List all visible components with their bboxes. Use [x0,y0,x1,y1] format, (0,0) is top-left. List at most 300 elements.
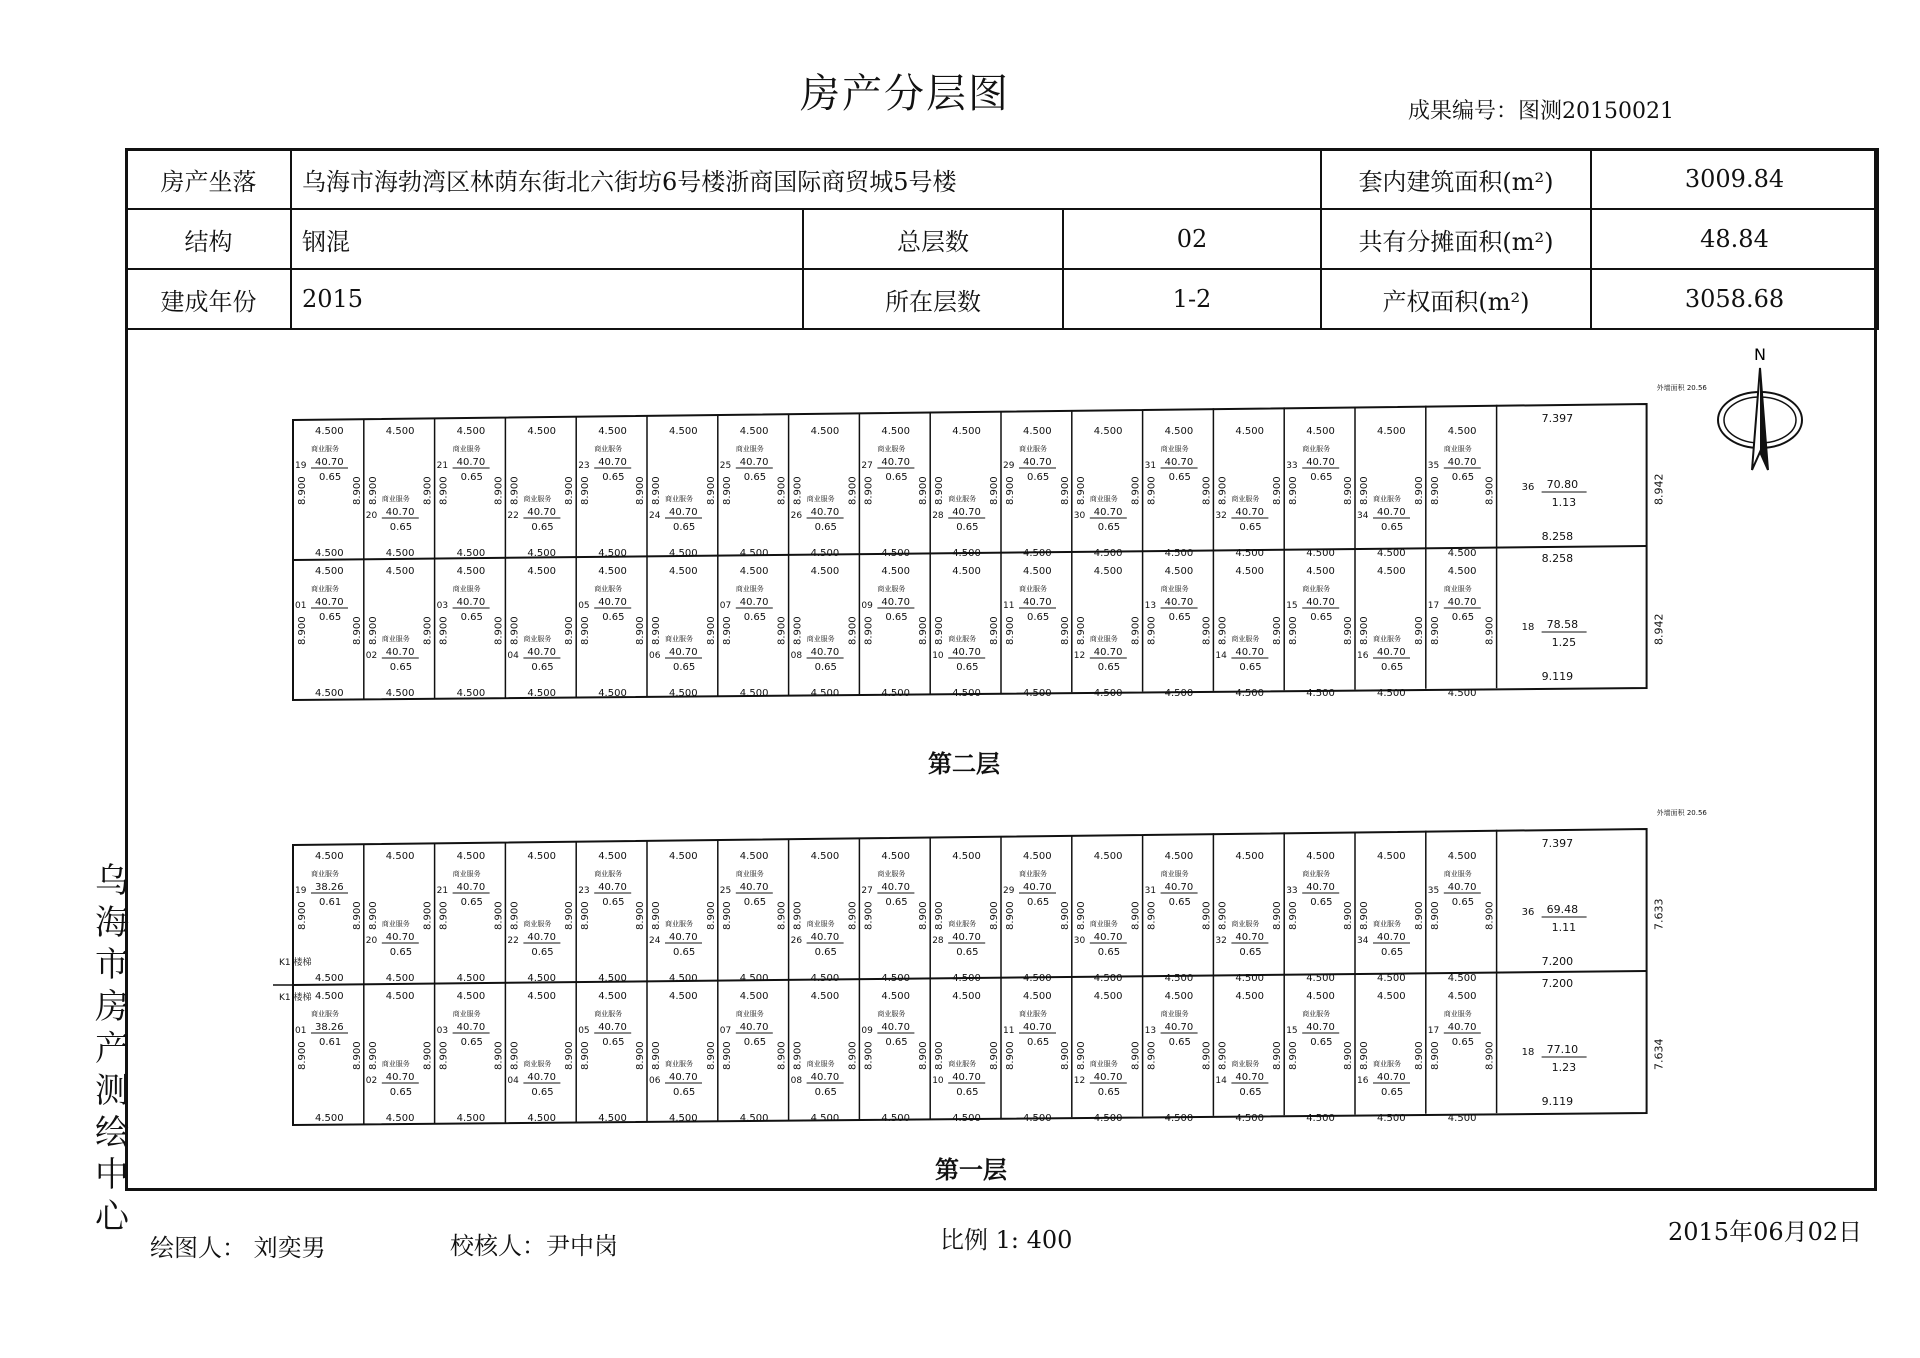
unit-width-label: 4.500 [810,851,840,862]
unit-height-label: 8.900 [1059,616,1071,645]
unit-area: 69.48 [1546,903,1579,916]
unit-width-label: 4.500 [1447,688,1477,699]
unit-height-label: 8.900 [651,616,662,645]
unit-number: 09 [861,601,873,611]
unit-number: 01 [295,1026,307,1036]
unit-width-label: 4.500 [1306,688,1335,699]
end-side-dim: 7.633 [1652,898,1666,930]
unit-width-label: 4.500 [952,566,981,577]
unit-width-label: 4.500 [1023,426,1052,437]
unit-use-label: 商业服务 [452,585,481,593]
unit-width-label: 4.500 [1377,688,1406,699]
unit-width-label: 4.500 [385,426,415,437]
unit-height-label: 8.900 [1217,476,1229,505]
unit-height-label: 8.900 [863,476,875,505]
unit-width-label: 4.500 [456,566,486,577]
unit-width-label: 4.500 [1447,1113,1477,1124]
unit-number: 16 [1357,651,1369,661]
unit-height-label: 8.900 [1146,616,1158,645]
year-value: 2015 [291,269,803,329]
unit-height-label: 8.900 [367,1041,379,1070]
unit-number: 19 [295,461,307,471]
unit-number: 35 [1427,886,1440,896]
unit-height-label: 8.900 [509,616,521,645]
unit-height-label: 8.900 [1288,476,1300,505]
total-floors-label: 总层数 [803,209,1063,269]
unit-height-label: 8.900 [635,1041,646,1070]
unit-use-label: 商业服务 [311,585,339,593]
unit-height-label: 8.900 [493,901,505,930]
end-top-dim: 7.200 [1541,977,1574,990]
unit-width-label: 4.500 [456,991,486,1002]
unit-number: 11 [1003,1026,1015,1036]
unit-use-label: 商业服务 [1160,585,1189,593]
unit-share: 0.65 [460,1037,483,1048]
unit-share: 1.25 [1551,636,1577,649]
unit-area: 78.58 [1546,618,1579,631]
unit-width-label: 4.500 [1164,973,1194,984]
unit-area: 40.70 [952,932,981,943]
unit-height-label: 8.900 [776,1041,788,1070]
unit-area: 40.70 [1093,1072,1123,1083]
unit-use-label: 商业服务 [948,920,977,928]
unit-width-label: 4.500 [881,566,911,577]
unit-width-label: 4.500 [1164,566,1194,577]
unit-area: 40.70 [739,882,769,893]
page-title: 房产分层图 [800,71,1010,117]
unit-width-label: 4.500 [527,688,557,699]
unit-number: 03 [436,1026,449,1036]
unit-number: 27 [861,461,873,471]
unit-width-label: 4.500 [1235,688,1265,699]
unit-height-label: 8.900 [1484,901,1496,930]
unit-number: 12 [1073,1076,1086,1086]
unit-height-label: 8.900 [580,476,592,505]
unit-area: 40.70 [1093,507,1123,518]
drawer: 绘图人： 刘奕男 [150,1234,326,1262]
unit-number: 32 [1215,936,1227,946]
unit-width-label: 4.500 [1306,566,1335,577]
unit-width-label: 4.500 [1447,973,1477,984]
unit-share: 0.65 [814,522,837,533]
unit-height-label: 8.900 [367,616,379,645]
unit-width-label: 4.500 [1235,426,1265,437]
unit-width-label: 4.500 [1023,1113,1052,1124]
unit-height-label: 8.900 [1201,1041,1213,1070]
unit-area: 40.70 [527,647,557,658]
unit-width-label: 4.500 [315,566,344,577]
unit-width-label: 4.500 [881,688,911,699]
unit-width-label: 4.500 [1093,991,1123,1002]
unit-number: 24 [649,511,661,521]
unit-area: 40.70 [1164,457,1194,468]
unit-width-label: 4.500 [315,548,344,559]
unit-width-label: 4.500 [810,566,840,577]
unit-height-label: 8.900 [493,616,505,645]
unit-share: 0.65 [956,1087,979,1098]
unit-width-label: 4.500 [669,426,698,437]
unit-height-label: 8.900 [1429,901,1441,930]
unit-share: 0.65 [673,947,696,958]
unit-width-label: 4.500 [810,973,840,984]
unit-height-label: 8.900 [989,901,1000,930]
unit-height-label: 8.900 [989,476,1000,505]
unit-height-label: 8.900 [1429,476,1441,505]
unit-width-label: 4.500 [1093,851,1123,862]
unit-height-label: 8.900 [721,476,733,505]
unit-height-label: 8.900 [989,1041,1000,1070]
unit-number: 07 [719,601,732,611]
unit-area: 38.26 [315,1022,344,1033]
unit-share: 0.65 [885,897,908,908]
unit-height-label: 8.900 [1413,616,1425,645]
end-side-dim: 7.634 [1652,1038,1666,1070]
unit-use-label: 商业服务 [665,495,693,503]
floor-label: 所在层数 [803,269,1063,329]
unit-number: 13 [1144,1026,1157,1036]
unit-share: 0.65 [1027,612,1050,623]
unit-number: 19 [295,886,307,896]
unit-share: 0.65 [531,662,554,673]
unit-share: 0.65 [602,897,625,908]
unit-use-label: 商业服务 [523,920,552,928]
unit-number: 22 [507,936,519,946]
scale: 比例 1: 400 [940,1226,1073,1254]
unit-height-label: 8.900 [1075,901,1087,930]
unit-share: 0.65 [814,1087,837,1098]
unit-width-label: 4.500 [598,566,627,577]
unit-width-label: 4.500 [669,566,698,577]
unit-area: 40.70 [1235,507,1265,518]
unit-number: 07 [719,1026,732,1036]
unit-use-label: 商业服务 [806,495,835,503]
unit-height-label: 8.900 [564,901,576,930]
unit-share: 0.65 [1097,1087,1121,1098]
unit-width-label: 4.500 [669,991,698,1002]
unit-width-label: 4.500 [1447,566,1477,577]
unit-use-label: 商业服务 [452,870,481,878]
unit-width-label: 4.500 [1306,548,1335,559]
unit-area: 40.70 [385,1072,415,1083]
unit-width-label: 4.500 [315,991,344,1002]
unit-area: 40.70 [1306,597,1335,608]
unit-number: 22 [507,511,519,521]
unit-use-label: 商业服务 [1160,445,1189,453]
unit-share: 0.65 [1451,472,1475,483]
unit-share: 0.65 [743,897,767,908]
unit-number: 08 [790,651,803,661]
unit-width-label: 4.500 [1235,991,1265,1002]
unit-area: 40.70 [810,507,840,518]
end-side-dim: 8.942 [1652,473,1666,505]
unit-height-label: 8.900 [1005,616,1016,645]
unit-height-label: 8.900 [438,901,450,930]
unit-use-label: 商业服务 [1373,495,1401,503]
unit-width-label: 4.500 [1447,851,1477,862]
unit-width-label: 4.500 [739,973,769,984]
unit-use-label: 商业服务 [1373,1060,1401,1068]
floor-value: 1-2 [1063,269,1321,329]
shared-area-value: 48.84 [1591,209,1878,269]
property-area-label: 产权面积(m²) [1321,269,1591,329]
inner-area-value: 3009.84 [1591,149,1878,209]
unit-height-label: 8.900 [297,1041,308,1070]
unit-height-label: 8.900 [1359,476,1370,505]
unit-number: 30 [1073,511,1086,521]
unit-area: 40.70 [810,932,840,943]
unit-number: 08 [790,1076,803,1086]
unit-width-label: 4.500 [1306,426,1335,437]
year-label: 建成年份 [126,269,291,329]
unit-area: 40.70 [1306,882,1335,893]
unit-number: 36 [1521,907,1535,918]
unit-width-label: 4.500 [952,688,981,699]
unit-share: 0.65 [319,612,342,623]
unit-height-label: 8.900 [351,901,363,930]
unit-height-label: 8.900 [1359,1041,1370,1070]
unit-share: 0.65 [1027,472,1050,483]
unit-height-label: 8.900 [1130,476,1142,505]
unit-height-label: 8.900 [1059,901,1071,930]
unit-height-label: 8.900 [1005,901,1016,930]
unit-use-label: 商业服务 [1443,445,1472,453]
unit-share: 0.65 [1239,947,1262,958]
unit-share: 0.65 [1381,662,1404,673]
unit-height-label: 8.900 [1343,901,1354,930]
unit-area: 40.70 [385,932,415,943]
unit-area: 40.70 [456,882,486,893]
unit-share: 0.65 [389,662,413,673]
unit-number: 30 [1073,936,1086,946]
unit-height-label: 8.900 [509,901,521,930]
property-area-value: 3058.68 [1591,269,1878,329]
unit-use-label: 商业服务 [665,635,693,643]
unit-width-label: 4.500 [456,688,486,699]
unit-share: 0.65 [460,897,483,908]
unit-height-label: 8.900 [792,476,804,505]
unit-area: 40.70 [810,1072,840,1083]
unit-area: 40.70 [810,647,840,658]
unit-number: 02 [365,651,378,661]
unit-area: 40.70 [1447,1022,1477,1033]
unit-area: 40.70 [1377,647,1406,658]
unit-use-label: 商业服务 [381,495,410,503]
unit-number: 29 [1003,886,1015,896]
unit-share: 0.65 [1097,662,1121,673]
unit-width-label: 4.500 [315,1113,344,1124]
unit-number: 13 [1144,601,1157,611]
unit-use-label: 商业服务 [1089,1060,1118,1068]
unit-number: 10 [932,651,944,661]
unit-width-label: 4.500 [739,548,769,559]
unit-width-label: 4.500 [739,566,769,577]
unit-use-label: 商业服务 [877,445,906,453]
unit-height-label: 8.900 [934,1041,946,1070]
unit-width-label: 4.500 [1093,426,1123,437]
unit-width-label: 4.500 [1235,1113,1265,1124]
unit-width-label: 4.500 [598,426,627,437]
unit-share: 0.65 [1168,472,1191,483]
unit-share: 0.61 [319,1037,342,1048]
unit-share: 0.65 [1310,1037,1333,1048]
unit-use-label: 商业服务 [452,1010,481,1018]
unit-area: 40.70 [1377,1072,1406,1083]
unit-use-label: 商业服务 [594,585,623,593]
structure-label: 结构 [126,209,291,269]
unit-number: 10 [932,1076,944,1086]
unit-use-label: 商业服务 [1089,635,1118,643]
unit-height-label: 8.900 [438,1041,450,1070]
unit-use-label: 商业服务 [1019,445,1047,453]
unit-area: 40.70 [1023,882,1052,893]
unit-area: 40.70 [598,882,627,893]
unit-use-label: 商业服务 [1302,1010,1331,1018]
unit-use-label: 商业服务 [806,920,835,928]
unit-height-label: 8.900 [297,901,308,930]
unit-width-label: 4.500 [952,426,981,437]
unit-height-label: 8.900 [847,476,859,505]
unit-height-label: 8.900 [635,476,646,505]
unit-width-label: 4.500 [456,548,486,559]
unit-width-label: 4.500 [315,688,344,699]
unit-height-label: 8.900 [1005,1041,1016,1070]
unit-use-label: 商业服务 [1302,445,1331,453]
unit-number: 16 [1357,1076,1369,1086]
unit-width-label: 4.500 [315,851,344,862]
unit-use-label: 商业服务 [877,870,906,878]
end-bottom-dim: 8.258 [1541,530,1574,543]
unit-share: 0.65 [956,522,979,533]
unit-height-label: 8.900 [1484,476,1496,505]
unit-height-label: 8.900 [1484,616,1496,645]
unit-area: 40.70 [315,597,344,608]
unit-height-label: 8.900 [297,476,308,505]
unit-use-label: 商业服务 [877,1010,906,1018]
unit-height-label: 8.900 [297,616,308,645]
unit-height-label: 8.900 [1075,476,1087,505]
unit-share: 0.65 [531,1087,554,1098]
unit-height-label: 8.900 [1413,1041,1425,1070]
unit-share: 0.65 [956,947,979,958]
unit-use-label: 商业服务 [948,635,977,643]
unit-share: 0.65 [602,1037,625,1048]
floor-1-label: 第一层 [935,1155,1007,1184]
unit-area: 40.70 [1023,597,1052,608]
stair-label: K1 楼梯 [279,958,312,968]
unit-use-label: 商业服务 [1231,495,1260,503]
unit-height-label: 8.900 [564,616,576,645]
unit-height-label: 8.900 [721,1041,733,1070]
unit-height-label: 8.900 [580,1041,592,1070]
unit-height-label: 8.900 [792,616,804,645]
unit-width-label: 4.500 [1093,688,1123,699]
total-floors-value: 02 [1063,209,1321,269]
unit-share: 0.65 [673,1087,696,1098]
unit-use-label: 商业服务 [1089,920,1118,928]
unit-width-label: 4.500 [385,1113,415,1124]
unit-area: 40.70 [669,647,698,658]
floor-2-plan [293,383,1707,700]
unit-height-label: 8.900 [1059,476,1071,505]
unit-share: 0.65 [1239,522,1262,533]
unit-share: 1.11 [1551,921,1577,934]
unit-width-label: 4.500 [598,991,627,1002]
unit-number: 25 [719,461,732,471]
unit-height-label: 8.900 [1288,616,1300,645]
unit-width-label: 4.500 [1164,688,1194,699]
unit-number: 09 [861,1026,873,1036]
unit-height-label: 8.900 [934,476,946,505]
unit-height-label: 8.900 [1059,1041,1071,1070]
end-bottom-dim: 7.200 [1541,955,1574,968]
unit-height-label: 8.900 [493,1041,505,1070]
unit-width-label: 4.500 [810,1113,840,1124]
floor-1-plan [273,808,1707,1125]
unit-width-label: 4.500 [527,851,557,862]
unit-height-label: 8.900 [1288,901,1300,930]
unit-width-label: 4.500 [1306,851,1335,862]
unit-share: 0.65 [1310,897,1333,908]
unit-height-label: 8.900 [1146,901,1158,930]
unit-share: 0.65 [1381,947,1404,958]
unit-width-label: 4.500 [1447,548,1477,559]
unit-area: 40.70 [315,457,344,468]
unit-height-label: 8.900 [422,476,434,505]
unit-number: 27 [861,886,873,896]
unit-width-label: 4.500 [1235,851,1265,862]
unit-width-label: 4.500 [881,991,911,1002]
unit-share: 0.65 [389,1087,413,1098]
unit-height-label: 8.900 [1343,1041,1354,1070]
unit-use-label: 商业服务 [948,495,977,503]
unit-width-label: 4.500 [527,991,557,1002]
unit-width-label: 4.500 [1377,973,1406,984]
unit-height-label: 8.900 [863,616,875,645]
floor-2-label: 第二层 [928,749,1000,778]
unit-share: 0.65 [1381,522,1404,533]
unit-height-label: 8.900 [863,1041,875,1070]
unit-share: 0.65 [389,947,413,958]
unit-height-label: 8.900 [918,476,930,505]
unit-width-label: 4.500 [739,688,769,699]
unit-width-label: 4.500 [669,973,698,984]
unit-use-label: 商业服务 [665,1060,693,1068]
unit-area: 40.70 [1093,932,1123,943]
unit-use-label: 商业服务 [523,1060,552,1068]
unit-width-label: 4.500 [1093,566,1123,577]
unit-height-label: 8.900 [509,1041,521,1070]
unit-width-label: 4.500 [881,548,911,559]
unit-number: 28 [932,936,944,946]
unit-width-label: 4.500 [810,991,840,1002]
unit-area: 40.70 [1306,457,1335,468]
unit-area: 40.70 [952,507,981,518]
unit-share: 0.65 [1027,897,1050,908]
unit-width-label: 4.500 [739,426,769,437]
unit-use-label: 商业服务 [1302,870,1331,878]
unit-share: 0.65 [885,612,908,623]
unit-use-label: 商业服务 [806,635,835,643]
unit-use-label: 商业服务 [735,1010,764,1018]
side-label: 乌海市房产测绘中心 [95,861,129,1237]
unit-width-label: 4.500 [527,426,557,437]
unit-height-label: 8.900 [580,901,592,930]
unit-share: 0.61 [319,897,342,908]
unit-share: 0.65 [743,472,767,483]
unit-width-label: 4.500 [952,973,981,984]
unit-use-label: 商业服务 [1373,920,1401,928]
unit-height-label: 8.900 [1005,476,1016,505]
